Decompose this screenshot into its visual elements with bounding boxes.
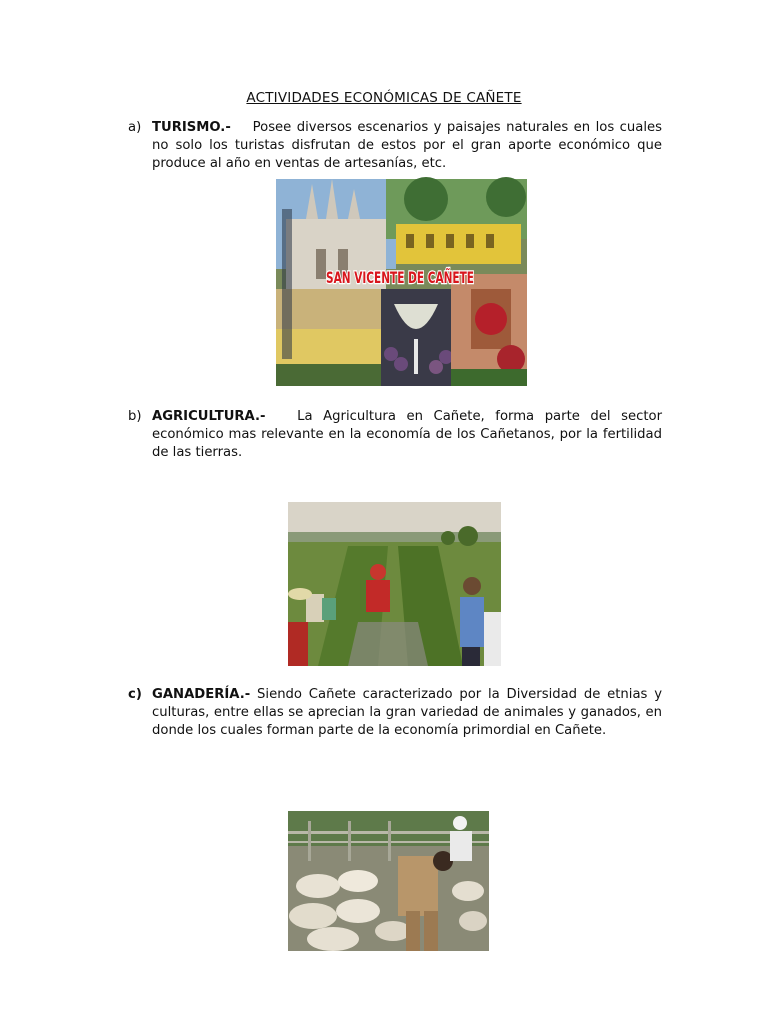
section-marker: b) xyxy=(128,409,142,424)
section-body: Siendo Cañete caracterizado por la Diversidad de etnias y culturas, entre ellas se aprecian la gran variedad de animales y ganados, en donde los cuales forman parte de la economía primordial en Cañete. xyxy=(152,687,663,738)
turismo-collage-image xyxy=(276,179,527,386)
section-heading: TURISMO.- xyxy=(152,120,231,135)
section-body: Posee diversos escenarios y paisajes naturales en los cuales no solo los turistas disfrutan de estos por el gran aporte económico que produce al año en ventas de artesanías, etc. xyxy=(152,120,662,171)
agricultura-field-photo xyxy=(288,502,501,666)
ganaderia-sheep-photo xyxy=(288,811,489,951)
page-title: ACTIVIDADES ECONÓMICAS DE CAÑETE xyxy=(246,90,522,106)
section-marker: c) xyxy=(128,687,142,702)
section-text xyxy=(152,119,662,173)
section-heading: AGRICULTURA.- xyxy=(152,409,266,424)
section-turismo xyxy=(128,119,662,173)
section-ganaderia xyxy=(128,686,662,740)
collage-banner-text: SAN VICENTE DE CAÑETE xyxy=(326,268,474,287)
section-marker: a) xyxy=(128,120,142,135)
section-agricultura xyxy=(128,408,662,462)
section-body: La Agricultura en Cañete, forma parte del sector económico mas relevante en la economía de los Cañetanos, por la fertilidad de las tierras. xyxy=(152,409,663,460)
section-text xyxy=(152,686,662,740)
section-text xyxy=(152,408,662,462)
section-heading: GANADERÍA.- xyxy=(152,687,251,702)
